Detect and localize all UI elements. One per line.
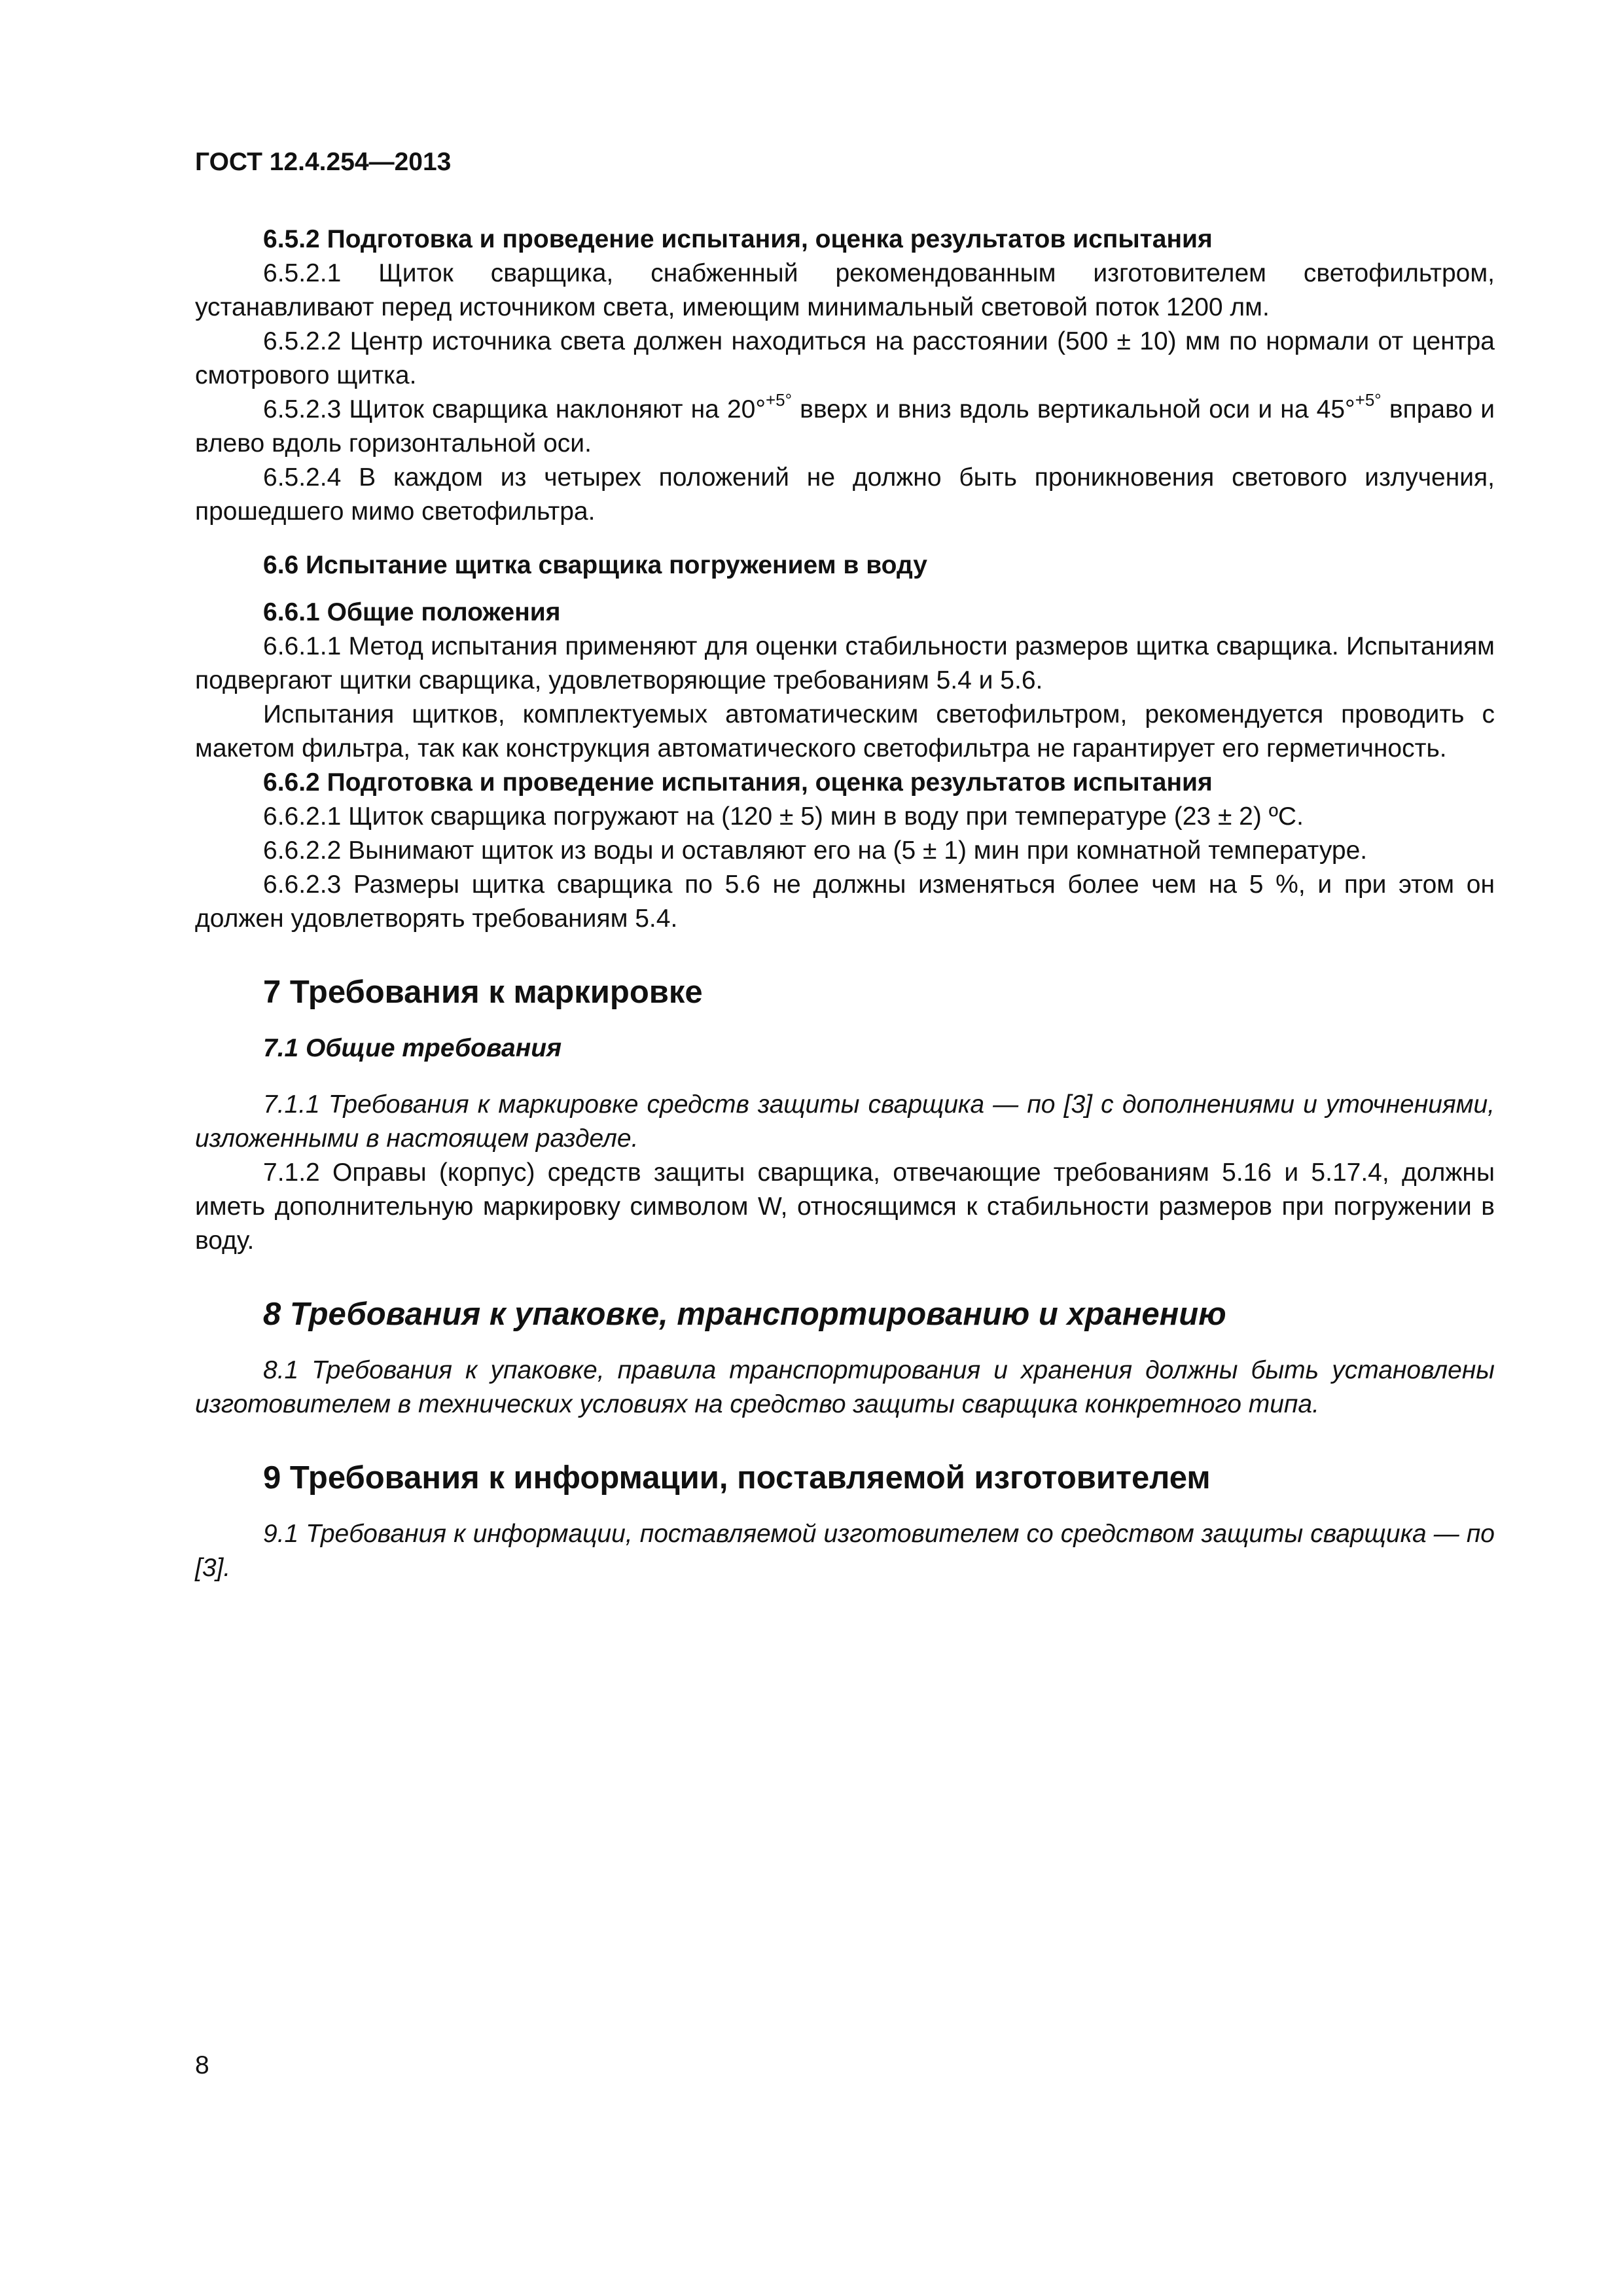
- paragraph-6-6-1-1: 6.6.1.1 Метод испытания применяют для оценки стабильности размеров щитка сварщика. Испытаниям подвергают щитки сварщика, удовлетворяющие требованиям 5.4 и 5.6.: [195, 632, 1495, 694]
- section-6-6-2-title: 6.6.2 Подготовка и проведение испытания, оценка результатов испытания: [263, 768, 1213, 797]
- section-7-heading: 7 Требования к маркировке: [263, 975, 703, 1010]
- section-6-6-title: 6.6 Испытание щитка сварщика погружением в воду: [263, 551, 927, 579]
- paragraph-6-5-2-3-part-b: вверх и вниз вдоль вертикальной оси и на 45°: [792, 395, 1355, 423]
- paragraph-6-5-2-3-part-c: вправо и влево вдоль горизонтальной оси.: [195, 395, 1495, 457]
- paragraph-6-6-2-1: 6.6.2.1 Щиток сварщика погружают на (120 ± 5) мин в воду при температуре (23 ± 2) ºС.: [263, 802, 1304, 831]
- paragraph-6-6-1-2: Испытания щитков, комплектуемых автоматическим светофильтром, рекомендуется проводить с макетом фильтра, так как конструкция автоматического светофильтра не гарантирует его герметичность.: [195, 700, 1495, 762]
- paragraph-7-1-2: 7.1.2 Оправы (корпус) средств защиты сварщика, отвечающие требованиям 5.16 и 5.17.4, должны иметь дополнительную маркировку символом W, относящимся к стабильности размеров при погружении в воду.: [195, 1158, 1495, 1255]
- section-7-1-title: 7.1 Общие требования: [263, 1034, 562, 1062]
- paragraph-6-6-2-3: 6.6.2.3 Размеры щитка сварщика по 5.6 не должны изменяться более чем на 5 %, и при этом он должен удовлетворять требованиям 5.4.: [195, 870, 1495, 933]
- paragraph-6-5-2-3-part-a: 6.5.2.3 Щиток сварщика наклоняют на 20°: [263, 395, 766, 423]
- paragraph-9-1: 9.1 Требования к информации, поставляемой изготовителем со средством защиты сварщика — по [3].: [195, 1520, 1495, 1582]
- section-6-6-1-title: 6.6.1 Общие положения: [263, 598, 561, 626]
- paragraph-6-5-2-4: 6.5.2.4 В каждом из четырех положений не должно быть проникновения светового излучения, прошедшего мимо светофильтра.: [195, 463, 1495, 526]
- paragraph-6-6-2-2: 6.6.2.2 Вынимают щиток из воды и оставляют его на (5 ± 1) мин при комнатной температуре.: [263, 836, 1368, 865]
- section-8-heading: 8 Требования к упаковке, транспортированию и хранению: [263, 1297, 1226, 1332]
- paragraph-7-1-1: 7.1.1 Требования к маркировке средств защиты сварщика — по [3] с дополнениями и уточнениями, изложенными в настоящем разделе.: [195, 1090, 1495, 1153]
- paragraph-6-5-2-1: 6.5.2.1 Щиток сварщика, снабженный рекомендованным изготовителем светофильтром, устанавливают перед источником света, имеющим минимальный световой поток 1200 лм.: [195, 259, 1495, 321]
- page-number: 8: [195, 2051, 209, 2079]
- page-content: [195, 145, 1495, 1585]
- angle-tolerance-superscript: +5°: [765, 390, 793, 410]
- section-6-5-2-title: 6.5.2 Подготовка и проведение испытания, оценка результатов испытания: [263, 225, 1213, 253]
- angle-tolerance-superscript: +5°: [1355, 390, 1382, 410]
- section-9-heading: 9 Требования к информации, поставляемой изготовителем: [263, 1460, 1211, 1496]
- paragraph-8-1: 8.1 Требования к упаковке, правила транспортирования и хранения должны быть установлены изготовителем в технических условиях на средство защиты сварщика конкретного типа.: [195, 1356, 1495, 1418]
- running-title: ГОСТ 12.4.254—2013: [195, 148, 452, 176]
- paragraph-6-5-2-3: [195, 390, 1495, 461]
- paragraph-6-5-2-2: 6.5.2.2 Центр источника света должен находиться на расстоянии (500 ± 10) мм по нормали от центра смотрового щитка.: [195, 327, 1495, 389]
